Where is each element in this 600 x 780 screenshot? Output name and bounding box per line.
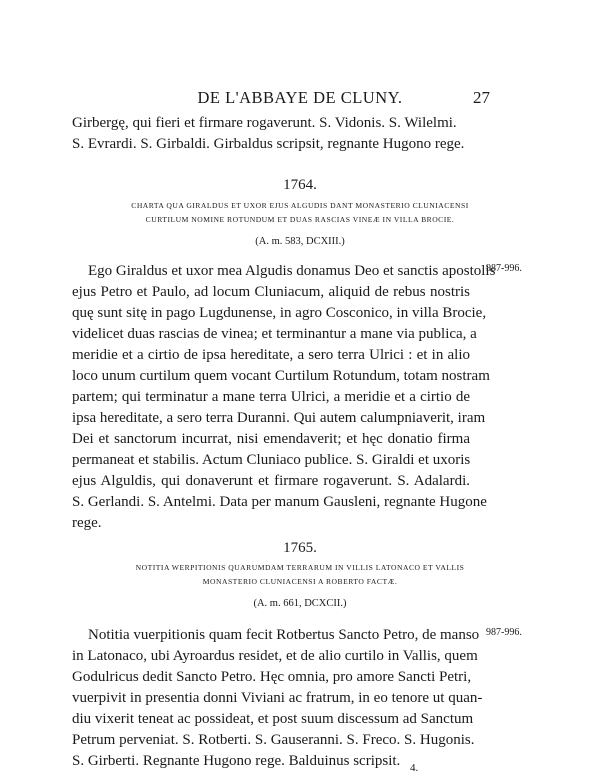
charter-1764-line: Ego Giraldus et uxor mea Algudis donamus Deo et sanctis apostolis: [88, 263, 496, 279]
charter-1764-line: videlicet duas rascias de vinea; et terminantur a mane via publica, a: [72, 326, 477, 342]
charter-date-1764: (A. m. 583, DCXIII.): [255, 236, 345, 247]
charter-1764-line: ipsa hereditate, a sero terra Duranni. Qui autem calumpniaverit, iram: [72, 410, 486, 426]
charter-1765-line: in Latonaco, ubi Ayroardus residet, et de alio curtilo in Vallis, quem: [72, 648, 478, 664]
charter-1764-line: ejus Alguldis, qui donaverunt et firmare rogaverunt. S. Adalardi.: [72, 473, 470, 489]
charter-title-1765-line-1: NOTITIA WERPITIONIS QUARUMDAM TERRARUM IN VILLIS LATONACO ET VALLIS: [135, 563, 465, 572]
charter-1765-line: diu vixerit teneat ac possideat, et post suum discessum ad Sanctum: [72, 711, 474, 727]
charter-number-1765: 1765.: [283, 540, 317, 556]
charter-1764-line: permaneat et stabilis. Actum Cluniaco publice. S. Giraldi et uxoris: [72, 452, 471, 468]
charter-1764-line: quę sunt sitę in pago Lugdunense, in agro Cosconico, in villa Brocie,: [72, 305, 487, 321]
charter-1765-line: Petrum perveniat. S. Rotberti. S. Gauseranni. S. Freco. S. Hugonis.: [72, 732, 475, 748]
charter-1764-line: rege.: [72, 515, 102, 531]
charter-1765-line: S. Girberti. Regnante Hugono rege. Balduinus scripsit.: [72, 753, 401, 769]
signature-mark: 4.: [410, 762, 419, 774]
charter-1764-line: meridie et a cirtio de ipsa hereditate, a sero terra Ulrici : et in alio: [72, 347, 470, 363]
charter-1764-line: ejus Petro et Paulo, ad locum Cluniacum, aliquid de rebus nostris: [72, 284, 470, 300]
charter-date-1765: (A. m. 661, DCXCII.): [253, 598, 347, 609]
charter-1764-line: S. Gerlandi. S. Antelmi. Data per manum Gausleni, regnante Hugone: [72, 494, 487, 510]
page-number: 27: [473, 88, 490, 107]
charter-1764-line: loco unum curtilum quem vocant Curtilum Rotundum, totam nostram: [72, 368, 490, 384]
charter-1765-line: vuerpivit in presentia donni Viviani ac fratrum, in eo tenore ut quan-: [72, 690, 483, 706]
charter-1765-line: Notitia vuerpitionis quam fecit Rotbertus Sancto Petro, de manso: [88, 627, 480, 643]
continued-line-1: Girbergę, qui fieri et firmare rogaverunt. S. Vidonis. S. Wilelmi.: [72, 115, 457, 131]
running-title: DE L'ABBAYE DE CLUNY.: [197, 88, 403, 107]
charter-title-1764-line-1: CHARTA QUA GIRALDUS ET UXOR EJUS ALGUDIS DANT MONASTERIO CLUNIACENSI: [131, 201, 469, 210]
charter-title-1764-line-2: CURTILUM NOMINE ROTUNDUM ET DUAS RASCIAS VINEÆ IN VILLA BROCIE.: [145, 215, 455, 224]
continued-line-2: S. Evrardi. S. Girbaldi. Girbaldus scripsit, regnante Hugono rege.: [72, 136, 465, 152]
margin-date-1764: 987-996.: [486, 263, 522, 274]
charter-title-1765-line-2: MONASTERIO CLUNIACENSI A ROBERTO FACTÆ.: [202, 577, 398, 586]
charter-1764-line: Dei et sanctorum incurrat, nisi emendaverit; et hęc donatio firma: [72, 431, 470, 447]
charter-number-1764: 1764.: [283, 177, 317, 193]
charter-1764-line: partem; qui terminatur a mane terra Ulrici, a meridie et a cirtio de: [72, 389, 470, 405]
margin-date-1765: 987-996.: [486, 627, 522, 638]
charter-1765-line: Godulricus dedit Sancto Petro. Hęc omnia, pro amore Sancti Petri,: [72, 669, 472, 685]
